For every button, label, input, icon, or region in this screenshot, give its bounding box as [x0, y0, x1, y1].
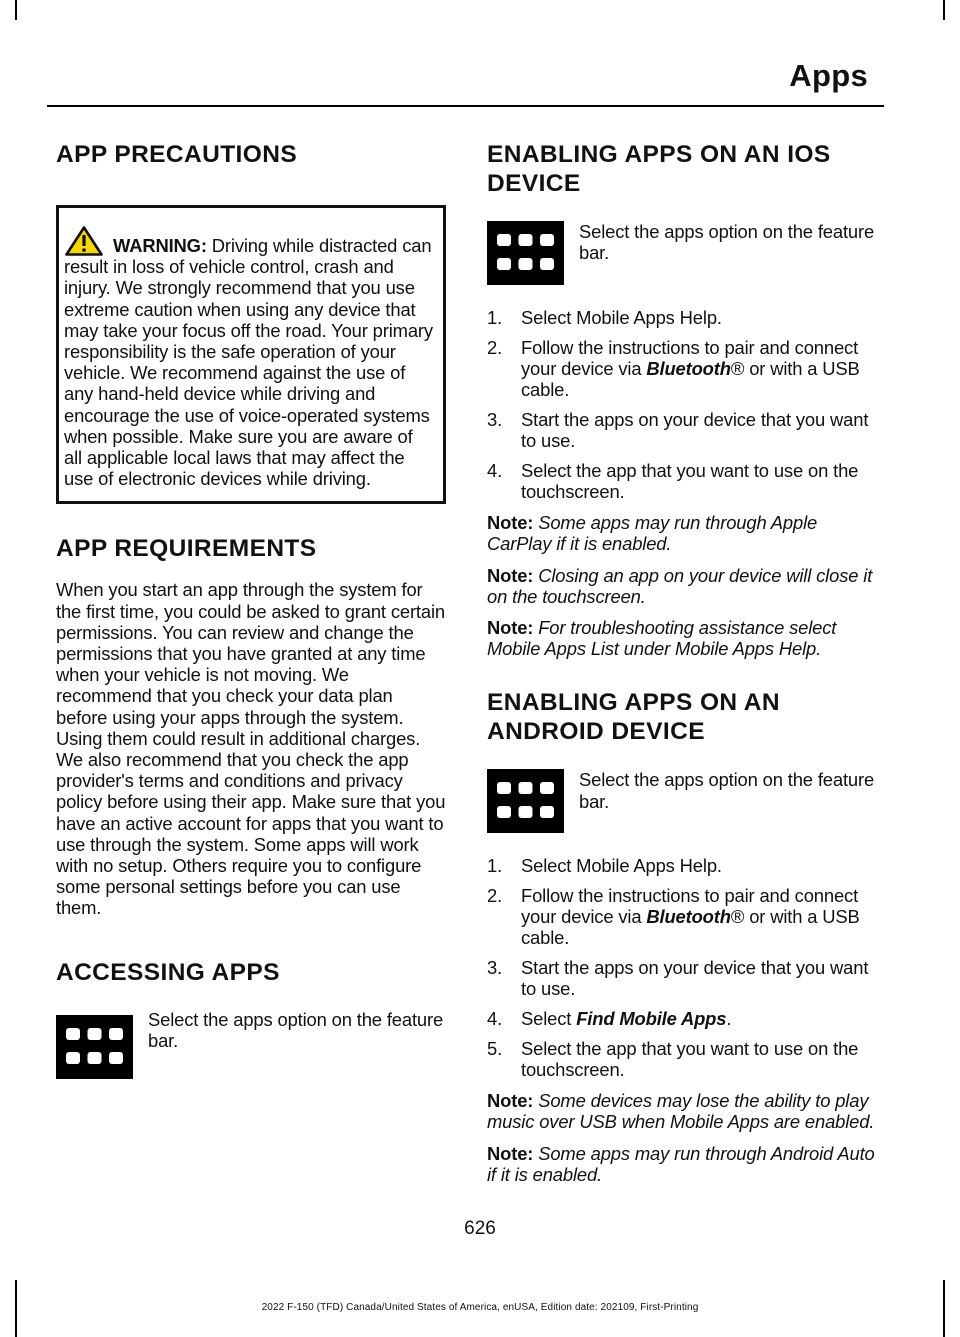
left-column	[56, 140, 446, 1099]
header-rule	[47, 105, 884, 107]
apps-grid-icon	[487, 221, 564, 285]
ios-steps	[487, 307, 879, 502]
android-apps-block	[487, 769, 879, 845]
accessing-apps-heading: ACCESSING APPS	[56, 958, 280, 986]
app-precautions-heading: APP PRECAUTIONS	[56, 141, 298, 168]
list-item: 5. Select the app that you want to use on the touchscreen.	[487, 1037, 859, 1080]
warning-text: Driving while distracted can result in loss of vehicle control, crash and injury. We strongly recommend that you use extreme caution when using any device that may take your focus off the road. Your primary responsibility is the safe operation of your vehicle. We recommend against the use of any hand-held device while driving and encourage the use of voice-operated systems when possible. Make sure you are aware of all applicable local laws that may affect the use of electronic devices while driving.	[64, 235, 433, 490]
warning-label: WARNING:	[113, 235, 207, 256]
ios-note-closing: Note: Closing an app on your device will close it on the touchscreen.	[487, 564, 873, 607]
list-item: 3. Start the apps on your device that you want to use.	[487, 408, 869, 452]
warning-box	[56, 205, 446, 504]
android-note-usb: Note: Some devices may lose the ability to play music over USB when Mobile Apps are enabled.	[487, 1090, 875, 1133]
list-item: 4. Select Find Mobile Apps.	[487, 1008, 732, 1030]
ios-heading-line2: DEVICE	[487, 170, 581, 197]
apps-grid-icon	[56, 1015, 133, 1079]
ios-note-carplay: Note: Some apps may run through Apple CarPlay if it is enabled.	[487, 512, 818, 555]
android-heading-line1: ENABLING APPS ON AN	[487, 689, 780, 717]
android-instruction: Select the apps option on the feature bar.	[579, 769, 875, 812]
ios-apps-block	[487, 221, 879, 297]
edition-footer: 2022 F-150 (TFD) Canada/United States of America, enUSA, Edition date: 202109, First-Printing	[261, 1302, 699, 1313]
list-item: 2. Follow the instructions to pair and connect your device via Bluetooth® or with a USB cable.	[487, 336, 860, 401]
crop-mark-top-right	[943, 0, 945, 20]
warning-paragraph	[64, 226, 435, 489]
ios-heading-line1: ENABLING APPS ON AN IOS	[487, 141, 831, 168]
android-note-android-auto: Note: Some apps may run through Android Auto if it is enabled.	[487, 1142, 875, 1185]
list-item: 2. Follow the instructions to pair and connect your device via Bluetooth® or with a USB cable.	[487, 885, 860, 949]
app-requirements-text: When you start an app through the system for the first time, you could be asked to grant certain permissions. You can review and change the permissions that you have granted at any time when your vehicle is not moving. We recommend that you check your data plan before using your apps through the system. Using them could result in additional charges. We also recommend that you check the app provider's terms and conditions and privacy policy before using their app. Make sure that you have an active account for apps that you want to use through the system. Some apps will work with no setup. Others require you to configure some personal settings before you can use them.	[56, 579, 446, 919]
android-steps	[487, 855, 879, 1080]
ios-heading	[487, 140, 879, 198]
list-item: 4. Select the app that you want to use on the touchscreen.	[487, 459, 859, 502]
page-number: 626	[464, 1218, 496, 1239]
list-item: 1. Select Mobile Apps Help.	[487, 307, 722, 328]
app-requirements-heading: APP REQUIREMENTS	[56, 535, 317, 563]
apps-grid-icon	[487, 769, 564, 833]
accessing-apps-instruction: Select the apps option on the feature bar.	[148, 1008, 444, 1051]
accessing-apps-block	[56, 1009, 446, 1099]
crop-mark-top-left	[15, 0, 17, 20]
right-column	[487, 140, 879, 1185]
ios-note-troubleshooting: Note: For troubleshooting assistance select Mobile Apps List under Mobile Apps Help.	[487, 616, 837, 660]
page-header-title: Apps	[789, 58, 868, 93]
android-heading	[487, 688, 879, 746]
list-item: 1. Select Mobile Apps Help.	[487, 855, 722, 877]
ios-instruction: Select the apps option on the feature bar.	[579, 221, 875, 264]
android-heading-line2: ANDROID DEVICE	[487, 718, 705, 746]
warning-triangle-icon	[64, 226, 108, 256]
list-item: 3. Start the apps on your device that you want to use.	[487, 957, 869, 1000]
